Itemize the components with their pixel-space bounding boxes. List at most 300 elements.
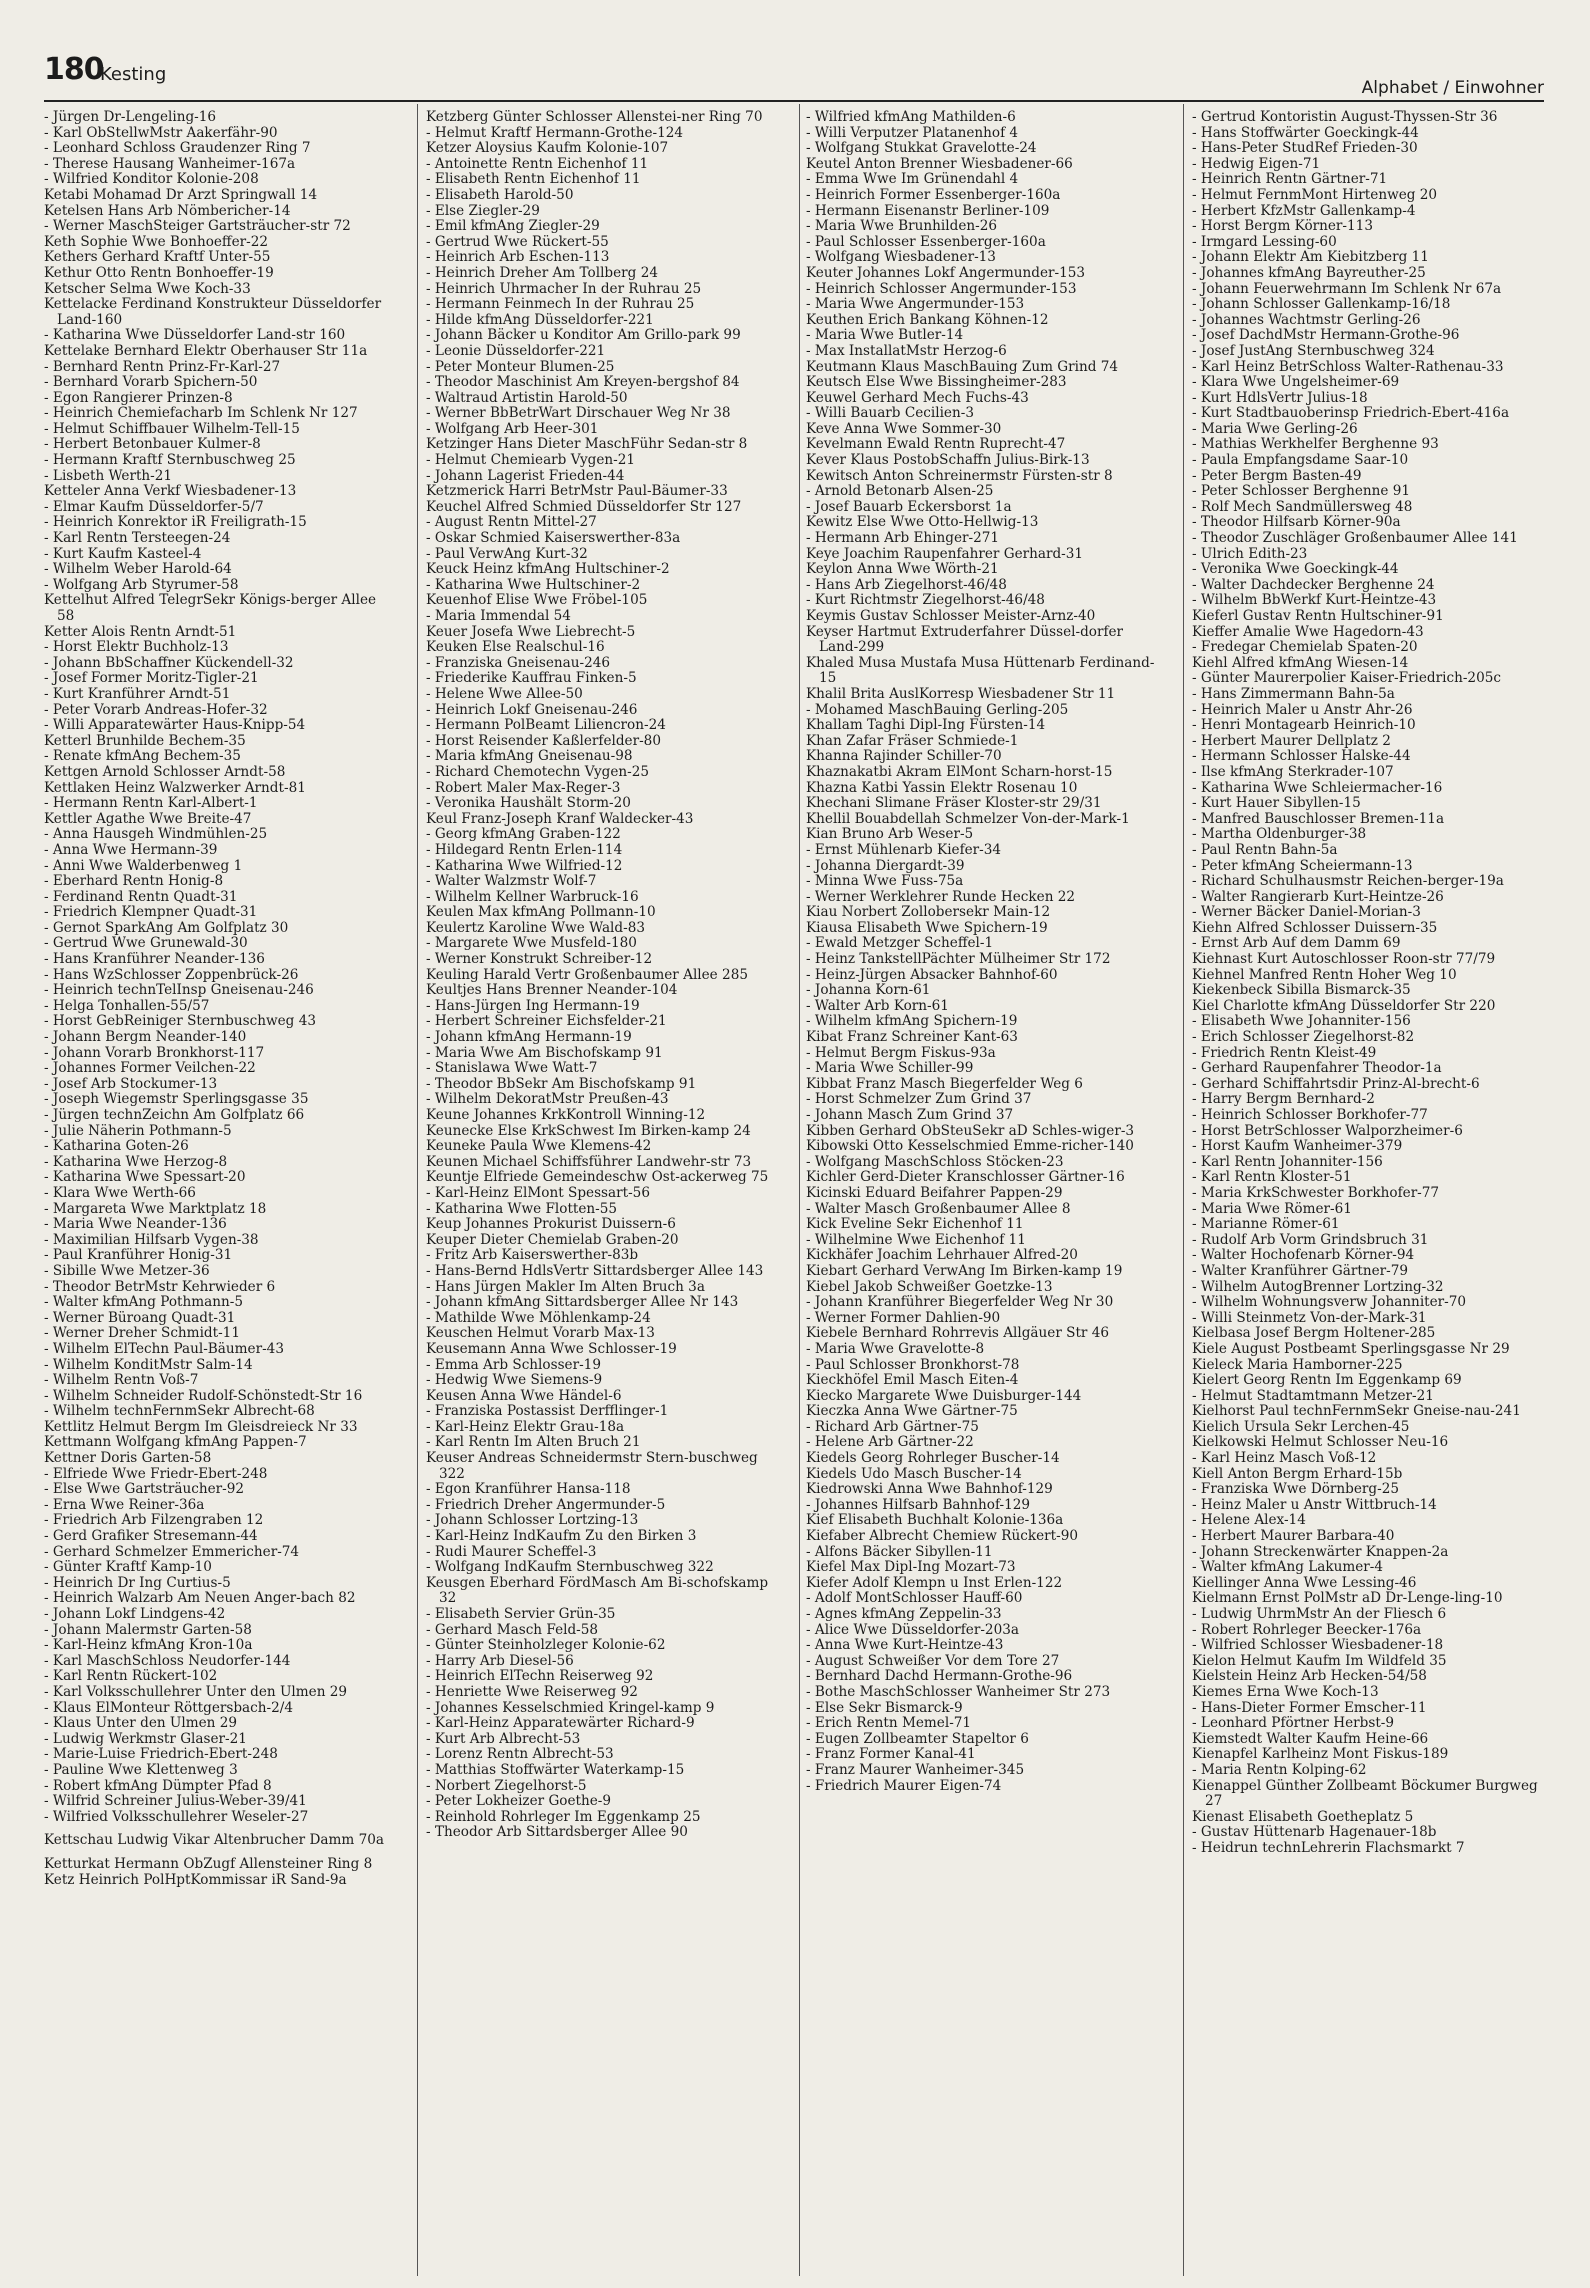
directory-entry: - Mathilde Wwe Möhlenkamp-24 <box>426 1309 651 1326</box>
directory-entry: - Peter kfmAng Scheiermann-13 <box>1192 857 1413 874</box>
directory-entry: - Wilhelmine Wwe Eichenhof 11 <box>806 1231 1026 1248</box>
directory-entry: - Heinrich Schlosser Angermunder-153 <box>806 280 1077 297</box>
directory-entry: - Max InstallatMstr Herzog-6 <box>806 342 1007 359</box>
directory-entry: Kielkowski Helmut Schlosser Neu-16 <box>1192 1434 1449 1451</box>
directory-entry: - Franziska Postassist Derfflinger-1 <box>426 1403 669 1420</box>
directory-entry: - Ludwig Werkmstr Glaser-21 <box>44 1730 247 1747</box>
directory-entry: - Heinrich Rentn Gärtner-71 <box>1192 171 1388 188</box>
directory-entry: Kiausa Elisabeth Wwe Spichern-19 <box>806 919 1048 936</box>
directory-entry: Kiefaber Albrecht Chemiew Rückert-90 <box>806 1528 1078 1545</box>
column-divider <box>799 104 800 2276</box>
directory-entry: Kielbasa Josef Bergm Holtener-285 <box>1192 1325 1436 1342</box>
directory-entry: - Arnold Betonarb Alsen-25 <box>806 483 994 500</box>
directory-entry: - Alfons Bäcker Sibyllen-11 <box>806 1543 993 1560</box>
directory-entry: - Elisabeth Rentn Eichenhof 11 <box>426 171 641 188</box>
directory-entry: - Friedrich Arb Filzengraben 12 <box>44 1512 264 1529</box>
directory-entry: - Franziska Wwe Dörnberg-25 <box>1192 1481 1399 1498</box>
directory-entry: - Walter Dachdecker Berghenne 24 <box>1192 576 1435 593</box>
directory-entry: - Willi Bauarb Cecilien-3 <box>806 405 974 422</box>
directory-entry: - Lisbeth Werth-21 <box>44 467 173 484</box>
directory-entry: Kiehn Alfred Schlosser Duissern-35 <box>1192 919 1438 936</box>
directory-entry: - Friedrich Klempner Quadt-31 <box>44 904 258 921</box>
directory-entry: Keunen Michael Schiffsführer Landwehr-str 73 <box>426 1153 752 1170</box>
directory-entry: Kiau Norbert Zollobersekr Main-12 <box>806 904 1051 921</box>
directory-entry: - Johann kfmAng Sittardsberger Allee Nr 143 <box>426 1294 739 1311</box>
directory-entry: - Wolfgang Wiesbadener-13 <box>806 249 996 266</box>
directory-entry: - Peter Lokheizer Goethe-9 <box>426 1793 612 1810</box>
directory-entry: - Gustav Hüttenarb Hagenauer-18b <box>1192 1824 1437 1841</box>
directory-entry: Kettmann Wolfgang kfmAng Pappen-7 <box>44 1434 307 1451</box>
directory-entry: Kiehnast Kurt Autoschlosser Roon-str 77/79 <box>1192 951 1496 968</box>
directory-entry: - Richard Schulhausmstr Reichen-berger-19a <box>1192 873 1504 890</box>
directory-entry: - Oskar Schmied Kaiserswerther-83a <box>426 530 681 547</box>
directory-entry: Keyser Hartmut Extruderfahrer Düssel-dorfer Land-299 <box>806 623 1124 656</box>
directory-entry: - Günter Kraftf Kamp-10 <box>44 1559 212 1576</box>
directory-entry: - Franz Maurer Wanheimer-345 <box>806 1761 1025 1778</box>
directory-entry: - Günter Steinholzleger Kolonie-62 <box>426 1637 666 1654</box>
directory-entry: Keuwel Gerhard Mech Fuchs-43 <box>806 389 1029 406</box>
directory-entry: - Kurt Hauer Sibyllen-15 <box>1192 795 1361 812</box>
directory-entry: - Hans-Dieter Former Emscher-11 <box>1192 1699 1427 1716</box>
directory-entry: - Johann Vorarb Bronkhorst-117 <box>44 1044 265 1061</box>
directory-entry: - Kurt Richtmstr Ziegelhorst-46/48 <box>806 592 1045 609</box>
directory-entry: - Stanislawa Wwe Watt-7 <box>426 1060 598 1077</box>
directory-entry: - Gerhard Masch Feld-58 <box>426 1621 599 1638</box>
directory-entry: - Johann Kranführer Biegerfelder Weg Nr 30 <box>806 1294 1114 1311</box>
directory-entry: - Katharina Wwe Herzog-8 <box>44 1153 228 1170</box>
directory-entry: - Margareta Wwe Marktplatz 18 <box>44 1200 267 1217</box>
directory-entry: - Karl-Heinz Elektr Grau-18a <box>426 1418 625 1435</box>
directory-entry: - Johannes Wachtmstr Gerling-26 <box>1192 311 1421 328</box>
directory-entry: - Anna Hausgeh Windmühlen-25 <box>44 826 268 843</box>
directory-entry: - Josef JustAng Sternbuschweg 324 <box>1192 342 1435 359</box>
directory-entry: Ketzmerick Harri BetrMstr Paul-Bäumer-33 <box>426 483 728 500</box>
directory-entry: Kienast Elisabeth Goetheplatz 5 <box>1192 1808 1414 1825</box>
directory-entry: - Julie Näherin Pothmann-5 <box>44 1122 232 1139</box>
directory-entry: - Franziska Gneisenau-246 <box>426 654 611 671</box>
directory-entry: Kiemstedt Walter Kaufm Heine-66 <box>1192 1730 1429 1747</box>
directory-entry: - Bernhard Dachd Hermann-Grothe-96 <box>806 1668 1073 1685</box>
directory-entry: - Maria Wwe Neander-136 <box>44 1216 227 1233</box>
directory-entry: Kettgen Arnold Schlosser Arndt-58 <box>44 763 286 780</box>
directory-entry: - Helmut FernmMont Hirtenweg 20 <box>1192 186 1438 203</box>
directory-entry: - Walter Hochofenarb Körner-94 <box>1192 1247 1415 1264</box>
directory-entry: - Veronika Haushält Storm-20 <box>426 795 631 812</box>
directory-entry: - Hilde kfmAng Düsseldorfer-221 <box>426 311 654 328</box>
directory-entry: - Johann Lokf Lindgens-42 <box>44 1606 226 1622</box>
directory-entry: - Wilhelm AutogBrenner Lortzing-32 <box>1192 1278 1444 1295</box>
directory-entry: - Alice Wwe Düsseldorfer-203a <box>806 1621 1019 1638</box>
directory-entry: - Anni Wwe Walderbenweg 1 <box>44 857 243 874</box>
directory-entry: Kibowski Otto Kesselschmied Emme-richer-140 <box>806 1138 1134 1155</box>
directory-entry: - Horst GebReiniger Sternbuschweg 43 <box>44 1013 316 1030</box>
directory-entry: Kettlaken Heinz Walzwerker Arndt-81 <box>44 779 306 796</box>
directory-entry: - Theodor Hilfsarb Körner-90a <box>1192 514 1401 531</box>
directory-entry: Khalil Brita AuslKorresp Wiesbadener Str 11 <box>806 685 1116 702</box>
directory-entry: - Helmut Bergm Fiskus-93a <box>806 1044 996 1061</box>
directory-entry: - Robert kfmAng Dümpter Pfad 8 <box>44 1777 272 1794</box>
directory-entry: - Maria Wwe Gravelotte-8 <box>806 1340 985 1357</box>
directory-entry: Ketzinger Hans Dieter MaschFühr Sedan-str 8 <box>426 436 748 453</box>
directory-entry: Kiefer Adolf Klempn u Inst Erlen-122 <box>806 1574 1063 1591</box>
directory-entry: - Gerhard Raupenfahrer Theodor-1a <box>1192 1060 1442 1077</box>
directory-entry: - Heinz TankstellPächter Mülheimer Str 172 <box>806 951 1111 968</box>
directory-entry: - Wilhelm Rentn Voß-7 <box>44 1372 199 1389</box>
directory-entry: - Waltraud Artistin Harold-50 <box>426 389 628 406</box>
directory-entry: Ketelsen Hans Arb Nömbericher-14 <box>44 202 291 219</box>
directory-entry: - Jürgen technZeichn Am Golfplatz 66 <box>44 1107 305 1123</box>
directory-entry: Khechani Slimane Fräser Kloster-str 29/31 <box>806 795 1102 812</box>
directory-entry: Kielert Georg Rentn Im Eggenkamp 69 <box>1192 1372 1462 1389</box>
directory-entry: - Walter Walzmstr Wolf-7 <box>426 873 597 890</box>
directory-entry: - Veronika Wwe Goeckingk-44 <box>1192 561 1399 578</box>
directory-entry: - Johann Elektr Am Kiebitzberg 11 <box>1192 249 1429 266</box>
directory-entry: - Heinz-Jürgen Absacker Bahnhof-60 <box>806 966 1058 983</box>
directory-entry: - Johannes kfmAng Bayreuther-25 <box>1192 264 1426 281</box>
directory-entry: - Theodor BetrMstr Kehrwieder 6 <box>44 1278 276 1295</box>
directory-entry: Kieffer Amalie Wwe Hagedorn-43 <box>1192 623 1424 640</box>
directory-entry: Ketscher Selma Wwe Koch-33 <box>44 280 251 297</box>
directory-entry: - Werner Werklehrer Runde Hecken 22 <box>806 888 1076 905</box>
directory-entry: - Bernhard Vorarb Spichern-50 <box>44 374 258 391</box>
directory-entry: - Klaus Unter den Ulmen 29 <box>44 1715 238 1732</box>
directory-entry: - Hans Arb Ziegelhorst-46/48 <box>806 576 1007 593</box>
directory-entry: - Kurt HdlsVertr Julius-18 <box>1192 389 1368 406</box>
directory-entry: Keve Anna Wwe Sommer-30 <box>806 420 1002 437</box>
directory-entry: - Robert Rohrleger Beecker-176a <box>1192 1621 1422 1638</box>
directory-entry: Kiefel Max Dipl-Ing Mozart-73 <box>806 1559 1016 1576</box>
directory-entry: - Johann Malermstr Garten-58 <box>44 1621 252 1638</box>
directory-entry: - Wilfried Konditor Kolonie-208 <box>44 171 259 188</box>
directory-entry: - Fritz Arb Kaiserswerther-83b <box>426 1247 639 1264</box>
directory-entry: - Johann Schlosser Lortzing-13 <box>426 1512 639 1529</box>
directory-entry: - Gernot SparkAng Am Golfplatz 30 <box>44 919 289 936</box>
directory-entry: - Paul Kranführer Honig-31 <box>44 1247 233 1264</box>
directory-entry: - Walter Kranführer Gärtner-79 <box>1192 1262 1409 1279</box>
directory-entry: - Hermann Arb Ehinger-271 <box>806 530 1000 547</box>
directory-entry: - Theodor BbSekr Am Bischofskamp 91 <box>426 1075 697 1092</box>
column-divider <box>1183 104 1184 2276</box>
directory-entry: Kiebart Gerhard VerwAng Im Birken-kamp 19 <box>806 1262 1123 1279</box>
directory-entry: - Heinz Maler u Anstr Wittbruch-14 <box>1192 1496 1437 1513</box>
directory-entry: - Kurt Kaufm Kasteel-4 <box>44 545 202 562</box>
directory-entry: Keuschen Helmut Vorarb Max-13 <box>426 1325 655 1342</box>
directory-entry: - Werner Dreher Schmidt-11 <box>44 1325 240 1342</box>
directory-entry: Kewitz Else Wwe Otto-Hellwig-13 <box>806 514 1039 531</box>
directory-entry: - Matthias Stoffwärter Waterkamp-15 <box>426 1761 685 1778</box>
directory-entry: - Walter Arb Korn-61 <box>806 997 949 1014</box>
directory-entry: - Wolfgang Arb Styrumer-58 <box>44 576 239 593</box>
directory-entry: - Peter Vorarb Andreas-Hofer-32 <box>44 701 268 718</box>
directory-entry: Khellil Bouabdellah Schmelzer Von-der-Mark-1 <box>806 810 1130 827</box>
directory-entry: - Richard Chemotechn Vygen-25 <box>426 763 650 780</box>
directory-entry: Keuthen Erich Bankang Köhnen-12 <box>806 311 1049 328</box>
directory-entry: - Helmut Kraftf Hermann-Grothe-124 <box>426 124 684 141</box>
directory-entry: - Werner Büroang Quadt-31 <box>44 1309 236 1326</box>
directory-entry: - Karl Rentn Johanniter-156 <box>1192 1153 1383 1170</box>
directory-entry: - Karl Rentn Kloster-51 <box>1192 1169 1352 1186</box>
directory-entry: - Gertrud Wwe Grunewald-30 <box>44 935 248 952</box>
directory-entry: Kick Eveline Sekr Eichenhof 11 <box>806 1216 1024 1233</box>
directory-entry: Keuchel Alfred Schmied Düsseldorfer Str 127 <box>426 498 742 515</box>
directory-entry: - Mohamed MaschBauing Gerling-205 <box>806 701 1069 718</box>
directory-entry: - Gertrud Wwe Rückert-55 <box>426 233 609 250</box>
directory-entry: - Wilhelm Schneider Rudolf-Schönstedt-Str 16 <box>44 1387 363 1404</box>
directory-entry: - Karl-Heinz Apparatewärter Richard-9 <box>426 1715 695 1732</box>
directory-entry: Kethur Otto Rentn Bonhoeffer-19 <box>44 264 274 281</box>
directory-entry: - Maria Rentn Kolping-62 <box>1192 1761 1367 1778</box>
directory-entry: - Hans Zimmermann Bahn-5a <box>1192 685 1395 702</box>
directory-entry: - Hans Stoffwärter Goeckingk-44 <box>1192 124 1419 141</box>
directory-entry: - Rolf Mech Sandmüllersweg 48 <box>1192 498 1413 515</box>
directory-entry: Kettelacke Ferdinand Konstrukteur Düsseldorfer Land-160 <box>44 296 382 328</box>
directory-entry: - Katharina Goten-26 <box>44 1138 189 1155</box>
directory-entry: Keuntje Elfriede Gemeindeschw Ost-ackerweg 75 <box>426 1169 769 1186</box>
directory-entry: - Wolfgang MaschSchloss Stöcken-23 <box>806 1153 1064 1170</box>
directory-entry: - Friederike Kauffrau Finken-5 <box>426 670 637 687</box>
directory-entry: - Wilhelm Weber Harold-64 <box>44 561 232 578</box>
directory-entry: - Hildegard Rentn Erlen-114 <box>426 841 623 858</box>
directory-entry: - Werner MaschSteiger Gartsträucher-str 72 <box>44 218 351 235</box>
directory-entry: - Gertrud Kontoristin August-Thyssen-Str 36 <box>1192 110 1498 125</box>
directory-entry: Kiebel Jakob Schweißer Goetzke-13 <box>806 1278 1053 1295</box>
directory-entry: - Ernst Arb Auf dem Damm 69 <box>1192 935 1401 952</box>
directory-entry: Keunecke Else KrkSchwest Im Birken-kamp 24 <box>426 1122 751 1139</box>
directory-entry: - Emma Wwe Im Grünendahl 4 <box>806 171 1019 188</box>
directory-entry: Kethers Gerhard Kraftf Unter-55 <box>44 249 271 266</box>
directory-entry: Ketzberg Günter Schlosser Allenstei-ner Ring 70 <box>426 110 763 125</box>
directory-entry: - Karl-Heinz kfmAng Kron-10a <box>44 1637 253 1654</box>
directory-entry: - Paul Schlosser Essenberger-160a <box>806 233 1046 250</box>
directory-entry: - Herbert KfzMstr Gallenkamp-4 <box>1192 202 1416 219</box>
directory-entry: Kever Klaus PostobSchaffn Julius-Birk-13 <box>806 452 1090 469</box>
directory-entry: - Pauline Wwe Klettenweg 3 <box>44 1761 238 1778</box>
directory-entry: - Willi Apparatewärter Haus-Knipp-54 <box>44 717 306 734</box>
directory-entry: - Wilhelm ElTechn Paul-Bäumer-43 <box>44 1340 284 1357</box>
directory-entry: - Emil kfmAng Ziegler-29 <box>426 218 600 235</box>
directory-entry: - Therese Hausang Wanheimer-167a <box>44 155 296 172</box>
directory-entry: Kettner Doris Garten-58 <box>44 1450 212 1467</box>
directory-entry: - Wilhelm Kellner Warbruck-16 <box>426 888 639 905</box>
directory-entry: - Herbert Maurer Dellplatz 2 <box>1192 732 1391 749</box>
directory-entry: - Agnes kfmAng Zeppelin-33 <box>806 1606 1002 1622</box>
directory-entry: - Sibille Wwe Metzer-36 <box>44 1262 210 1279</box>
directory-entry: - Hans Kranführer Neander-136 <box>44 951 265 968</box>
directory-entry: Khaled Musa Mustafa Musa Hüttenarb Ferdinand-15 <box>806 654 1155 687</box>
directory-entry: - Josef DachdMstr Hermann-Grothe-96 <box>1192 327 1460 344</box>
directory-entry: - Katharina Wwe Schleiermacher-16 <box>1192 779 1443 796</box>
directory-entry: Kiedels Georg Rohrleger Buscher-14 <box>806 1450 1060 1467</box>
directory-entry: - Heinrich Konrektor iR Freiligrath-15 <box>44 514 307 531</box>
directory-entry: - Marianne Römer-61 <box>1192 1216 1340 1233</box>
directory-entry: - Maria Wwe Angermunder-153 <box>806 296 1025 313</box>
directory-entry: - Herbert Schreiner Eichsfelder-21 <box>426 1013 667 1030</box>
directory-entry: Kiebele Bernhard Rohrrevis Allgäuer Str 46 <box>806 1325 1110 1342</box>
directory-entry: - Paul Schlosser Bronkhorst-78 <box>806 1356 1020 1373</box>
directory-entry: - Heinrich technTelInsp Gneisenau-246 <box>44 982 314 999</box>
directory-entry: - Hans WzSchlosser Zoppenbrück-26 <box>44 966 299 983</box>
directory-entry: - Wilhelm technFernmSekr Albrecht-68 <box>44 1403 315 1420</box>
directory-entry: - Norbert Ziegelhorst-5 <box>426 1777 587 1794</box>
directory-entry: - Helga Tonhallen-55/57 <box>44 997 210 1014</box>
directory-entry: - Johannes Kesselschmied Kringel-kamp 9 <box>426 1699 715 1716</box>
directory-entry: - Leonhard Schloss Graudenzer Ring 7 <box>44 140 311 157</box>
directory-entry: - Maria Wwe Römer-61 <box>1192 1200 1352 1217</box>
directory-entry: Kief Elisabeth Buchhalt Kolonie-136a <box>806 1512 1064 1529</box>
directory-entry: - Hermann Schlosser Halske-44 <box>1192 748 1411 765</box>
directory-entry: Kicinski Eduard Beifahrer Pappen-29 <box>806 1184 1063 1201</box>
directory-entry: Khan Zafar Fräser Schmiede-1 <box>806 732 1019 749</box>
directory-entry: - Karl Rentn Rückert-102 <box>44 1668 218 1685</box>
directory-entry: - Wolfgang Arb Heer-301 <box>426 420 599 437</box>
directory-entry: - Katharina Wwe Wilfried-12 <box>426 857 623 874</box>
directory-entry: - Paul Rentn Bahn-5a <box>1192 841 1338 858</box>
section-label: Alphabet / Einwohner <box>1361 78 1544 98</box>
directory-entry: - Helene Alex-14 <box>1192 1512 1306 1529</box>
directory-entry: Ketter Alois Rentn Arndt-51 <box>44 623 237 640</box>
directory-entry: - Wilhelm KonditMstr Salm-14 <box>44 1356 253 1373</box>
directory-entry: - Johann Bergm Neander-140 <box>44 1029 247 1046</box>
directory-entry: Kian Bruno Arb Weser-5 <box>806 826 974 843</box>
directory-entry: - Heinrich Walzarb Am Neuen Anger-bach 82 <box>44 1590 356 1607</box>
directory-entry: - Johann BbSchaffner Kückendell-32 <box>44 654 294 671</box>
directory-entry: Kielon Helmut Kaufm Im Wildfeld 35 <box>1192 1652 1447 1669</box>
page-keyword: Kesting <box>100 64 167 85</box>
directory-entry: - Karl Rentn Tersteegen-24 <box>44 530 231 547</box>
directory-entry: - Helmut Stadtamtmann Metzer-21 <box>1192 1387 1434 1404</box>
directory-entry: - Johann Feuerwehrmann Im Schlenk Nr 67a <box>1192 280 1502 297</box>
directory-entry: - Else Ziegler-29 <box>426 202 540 219</box>
directory-entry: Kiell Anton Bergm Erhard-15b <box>1192 1465 1403 1482</box>
directory-entry: - Horst Kaufm Wanheimer-379 <box>1192 1138 1403 1155</box>
directory-entry: - Renate kfmAng Bechem-35 <box>44 748 241 765</box>
directory-entry: - Walter Masch Großenbaumer Allee 8 <box>806 1200 1071 1217</box>
directory-entry: - Karl ObStellwMstr Aakerfähr-90 <box>44 124 278 141</box>
directory-entry: - Maria Wwe Brunhilden-26 <box>806 218 998 235</box>
directory-entry: - Maria Wwe Am Bischofskamp 91 <box>426 1044 663 1061</box>
directory-entry: - Jürgen Dr-Lengeling-16 <box>44 110 217 125</box>
directory-entry: - Harry Bergm Bernhard-2 <box>1192 1091 1375 1108</box>
column-divider <box>417 104 418 2276</box>
directory-entry: Kettelhut Alfred TelegrSekr Königs-berger Allee 58 <box>44 592 377 624</box>
directory-entry: Keune Johannes KrkKontroll Winning-12 <box>426 1107 706 1123</box>
directory-entry: - Hans-Peter StudRef Frieden-30 <box>1192 140 1418 157</box>
directory-entry: - Heinrich Former Essenberger-160a <box>806 186 1061 203</box>
directory-entry: - Hans-Bernd HdlsVertr Sittardsberger Allee 143 <box>426 1262 764 1279</box>
directory-entry: - Johann Masch Zum Grind 37 <box>806 1107 1014 1123</box>
directory-entry: Kiecko Margarete Wwe Duisburger-144 <box>806 1387 1082 1404</box>
directory-entry: - Kurt Arb Albrecht-53 <box>426 1730 581 1747</box>
directory-entry: - Wilhelm Wohnungsverw Johanniter-70 <box>1192 1294 1467 1311</box>
directory-entry: - Emma Arb Schlosser-19 <box>426 1356 601 1373</box>
directory-entry: Kickhäfer Joachim Lehrhauer Alfred-20 <box>806 1247 1078 1264</box>
directory-entry: - Klaus ElMonteur Röttgersbach-2/4 <box>44 1699 293 1716</box>
directory-entry: - Ludwig UhrmMstr An der Fliesch 6 <box>1192 1606 1447 1622</box>
directory-entry: - Bothe MaschSchlosser Wanheimer Str 273 <box>806 1683 1111 1700</box>
directory-entry: Ketteler Anna Verkf Wiesbadener-13 <box>44 483 297 500</box>
directory-entry: Keuenhof Elise Wwe Fröbel-105 <box>426 592 648 609</box>
directory-entry: - Karl MaschSchloss Neudorfer-144 <box>44 1652 291 1669</box>
directory-entry: Kettschau Ludwig Vikar Altenbrucher Damm 70a <box>44 1832 384 1849</box>
directory-entry: - Maria Wwe Butler-14 <box>806 327 964 344</box>
directory-entry: - Friedrich Dreher Angermunder-5 <box>426 1496 666 1513</box>
directory-entry: - Leonhard Pförtner Herbst-9 <box>1192 1715 1395 1732</box>
directory-entry: - Klara Wwe Werth-66 <box>44 1184 196 1201</box>
directory-entry: - Else Sekr Bismarck-9 <box>806 1699 963 1716</box>
directory-entry: - Franz Former Kanal-41 <box>806 1746 976 1763</box>
directory-entry: - Manfred Bauschlosser Bremen-11a <box>1192 810 1445 827</box>
directory-entry: Khaznakatbi Akram ElMont Scharn-horst-15 <box>806 763 1113 780</box>
directory-entry: - Wilhelm DekoratMstr Preußen-43 <box>426 1091 669 1108</box>
directory-entry: - Werner BbBetrWart Dirschauer Weg Nr 38 <box>426 405 731 422</box>
directory-entry: Kettlitz Helmut Bergm Im Gleisdreieck Nr 33 <box>44 1418 358 1435</box>
directory-entry: - Johann Streckenwärter Knappen-2a <box>1192 1543 1449 1560</box>
directory-entry: - Georg kfmAng Graben-122 <box>426 826 621 843</box>
directory-entry: Kienapfel Karlheinz Mont Fiskus-189 <box>1192 1746 1449 1763</box>
directory-entry: Ketabi Mohamad Dr Arzt Springwall 14 <box>44 186 318 203</box>
directory-entry: - Josef Arb Stockumer-13 <box>44 1075 218 1092</box>
directory-entry: - Egon Kranführer Hansa-118 <box>426 1481 631 1498</box>
directory-entry: - Lorenz Rentn Albrecht-53 <box>426 1746 614 1763</box>
directory-entry: - Horst Elektr Buchholz-13 <box>44 639 229 656</box>
directory-entry: - Heinrich Dreher Am Tollberg 24 <box>426 264 658 281</box>
directory-entry: Keutsch Else Wwe Bissingheimer-283 <box>806 374 1067 391</box>
directory-entry: - Mathias Werkhelfer Berghenne 93 <box>1192 436 1439 453</box>
directory-entry: Kettelake Bernhard Elektr Oberhauser Str 11a <box>44 342 368 359</box>
directory-entry: - Leonie Düsseldorfer-221 <box>426 342 606 359</box>
directory-entry: Kewitsch Anton Schreinermstr Fürsten-str 8 <box>806 467 1113 484</box>
directory-entry: - Herbert Maurer Barbara-40 <box>1192 1528 1395 1545</box>
directory-entry: - Theodor Arb Sittardsberger Allee 90 <box>426 1824 688 1841</box>
directory-entry: - Helmut Chemiearb Vygen-21 <box>426 452 636 469</box>
directory-entry: - Rudi Maurer Scheffel-3 <box>426 1543 597 1560</box>
directory-entry: - Erich Schlosser Ziegelhorst-82 <box>1192 1029 1415 1046</box>
directory-entry: - Josef Bauarb Eckersborst 1a <box>806 498 1012 515</box>
directory-entry: - Reinhold Rohrleger Im Eggenkamp 25 <box>426 1808 701 1825</box>
directory-entry: Kieferl Gustav Rentn Hultschiner-91 <box>1192 608 1444 624</box>
directory-entry: - Johanna Diergardt-39 <box>806 857 965 874</box>
directory-entry: - Heinrich Schlosser Borkhofer-77 <box>1192 1107 1428 1123</box>
directory-entry: Keul Franz-Joseph Kranf Waldecker-43 <box>426 810 694 827</box>
directory-entry: Kettler Agathe Wwe Breite-47 <box>44 810 252 827</box>
directory-entry: - Katharina Wwe Düsseldorfer Land-str 160 <box>44 327 346 344</box>
directory-entry: Kielmann Ernst PolMstr aD Dr-Lenge-ling-10 <box>1192 1590 1503 1607</box>
directory-entry: - Walter Rangierarb Kurt-Heintze-26 <box>1192 888 1444 905</box>
directory-entry: - Hedwig Wwe Siemens-9 <box>426 1372 603 1389</box>
directory-entry: - Günter Maurerpolier Kaiser-Friedrich-205c <box>1192 670 1501 687</box>
directory-entry: Keultjes Hans Brenner Neander-104 <box>426 982 678 999</box>
directory-entry: Kibbat Franz Masch Biegerfelder Weg 6 <box>806 1075 1083 1092</box>
directory-entry: - Marie-Luise Friedrich-Ebert-248 <box>44 1746 278 1763</box>
directory-entry: Keulertz Karoline Wwe Wald-83 <box>426 919 645 936</box>
directory-entry: - Elfriede Wwe Friedr-Ebert-248 <box>44 1465 268 1482</box>
directory-entry: Keuling Harald Vertr Großenbaumer Allee 285 <box>426 966 748 983</box>
directory-entry: - Maria kfmAng Gneisenau-98 <box>426 748 633 765</box>
directory-entry: - Horst Bergm Körner-113 <box>1192 218 1373 235</box>
directory-entry: Kienappel Günther Zollbeamt Böckumer Burgweg 27 <box>1192 1777 1538 1810</box>
directory-entry: - Harry Arb Diesel-56 <box>426 1652 574 1669</box>
directory-entry: - Wilfrid Schreiner Julius-Weber-39/41 <box>44 1793 307 1810</box>
directory-entry: - Johann Schlosser Gallenkamp-16/18 <box>1192 296 1451 313</box>
directory-entry: - Adolf MontSchlosser Hauff-60 <box>806 1590 1023 1607</box>
directory-column-1 <box>44 110 396 2278</box>
directory-entry: - Wilfried kfmAng Mathilden-6 <box>806 110 1016 125</box>
directory-entry: Kielhorst Paul technFernmSekr Gneise-nau-241 <box>1192 1403 1521 1420</box>
directory-entry: - Friedrich Maurer Eigen-74 <box>806 1777 1002 1794</box>
directory-entry: Keuer Josefa Wwe Liebrecht-5 <box>426 623 636 640</box>
directory-entry: Khallam Taghi Dipl-Ing Fürsten-14 <box>806 717 1046 734</box>
directory-entry: Keth Sophie Wwe Bonhoeffer-22 <box>44 233 269 250</box>
